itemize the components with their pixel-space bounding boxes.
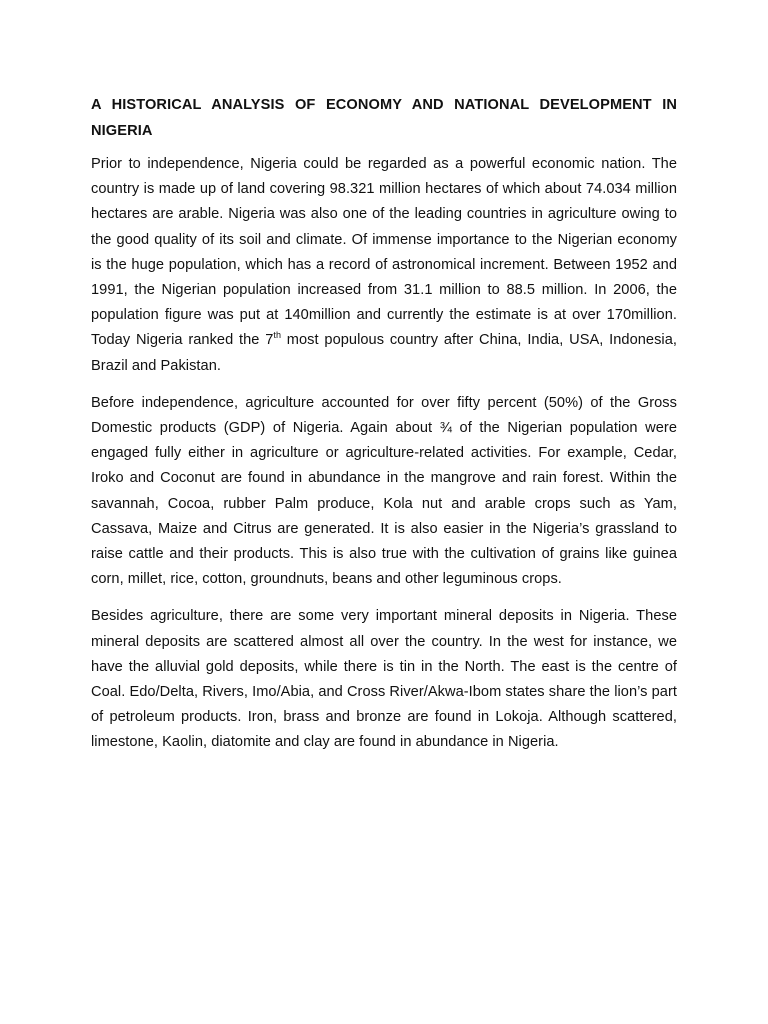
paragraph-agriculture: Before independence, agriculture accounted for over fifty percent (50%) of the Gross Domestic products (GDP) of Nigeria. Again about ¾ of the Nigerian population were engaged fully either in agriculture or agriculture-related activities. For example, Cedar, Iroko and Coconut are found in abundance in the mangrove and rain forest. Within the savannah, Cocoa, rubber Palm produce, Kola nut and arable crops such as Yam, Cassava, Maize and Citrus are generated. It is also easier in the Nigeria’s grassland to raise cattle and their products. This is also true with the cultivation of grains like guinea corn, millet, rice, cotton, groundnuts, beans and other leguminous crops.	[91, 394, 677, 588]
document-title: A HISTORICAL ANALYSIS OF ECONOMY AND NATIONAL DEVELOPMENT IN NIGERIA	[91, 97, 677, 139]
paragraph-population-text-end: most populous country after China, India, USA, Indonesia, Brazil and Pakistan.	[91, 332, 677, 374]
paragraph-population	[91, 152, 677, 379]
ordinal-superscript: th	[273, 330, 282, 341]
paragraph-minerals: Besides agriculture, there are some very important mineral deposits in Nigeria. These mineral deposits are scattered almost all over the country. In the west for instance, we have the alluvial gold deposits, while there is tin in the North. The east is the centre of Coal. Edo/Delta, Rivers, Imo/Abia, and Cross River/Akwa-Ibom states share the lion’s part of petroleum products. Iron, brass and bronze are found in Lokoja. Although scattered, limestone, Kaolin, diatomite and clay are found in abundance in Nigeria.	[91, 608, 677, 751]
paragraph-population-text: Prior to independence, Nigeria could be regarded as a powerful economic nation. The country is made up of land covering 98.321 million hectares of which about 74.034 million hectares are arable. Nigeria was also one of the leading countries in agriculture owing to the good quality of its soil and climate. Of immense importance to the Nigerian economy is the huge population, which has a record of astronomical increment. Between 1952 and 1991, the Nigerian population increased from 31.1 million to 88.5 million. In 2006, the population figure was put at 140million and currently the estimate is at over 170million. Today Nigeria ranked the 7	[91, 156, 677, 349]
